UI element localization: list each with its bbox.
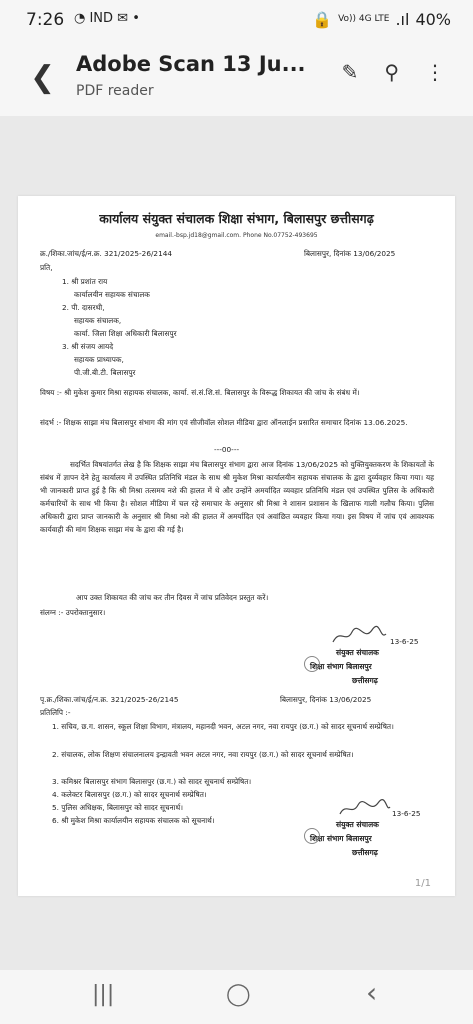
- recipient-line: सहायक संचालक,: [74, 316, 122, 325]
- back-arrow-icon[interactable]: ❮: [30, 60, 56, 95]
- copy-label: प्रतिलिपि :-: [40, 708, 71, 717]
- signature-2: [336, 798, 392, 820]
- document-title: Adobe Scan 13 Ju...: [76, 52, 306, 76]
- recipient-line: 3. श्री संजय आयदे: [62, 342, 114, 351]
- lock-icon: 🔒: [312, 10, 333, 29]
- reference-number: क्र./शिका.जांच/ई/न.क्र. 321/2025-26/2144: [40, 249, 172, 258]
- prati-label: प्रति,: [40, 263, 53, 272]
- search-icon[interactable]: ⚲: [384, 60, 399, 84]
- copy-item: 4. कलेक्टर बिलासपुर (छ.ग.) को सादर सूचनार्थ सम्प्रेषित।: [52, 790, 207, 799]
- signatory-office: शिक्षा संभाग बिलासपुर: [310, 834, 372, 843]
- recipient-line: 2. पी. दासरथी,: [62, 303, 105, 312]
- recipient-line: 1. श्री प्रशांत राय: [62, 277, 108, 286]
- letter-date: बिलासपुर, दिनांक 13/06/2025: [304, 249, 396, 258]
- seal-stamp: [304, 828, 320, 844]
- recent-apps-icon[interactable]: |||: [92, 982, 115, 1007]
- notification-icons: ◔ IND ✉ •: [74, 11, 140, 26]
- reference-line: संदर्भ :- शिक्षक साझा मंच बिलासपुर संभाग की मांग एवं सीजीवॉल सोशल मीडिया द्वारा ऑनलाईन प्रसारित समाचार दिनांक 13.06.2025.: [40, 418, 408, 427]
- system-nav-bar: [0, 970, 473, 1024]
- separator: ---00---: [214, 445, 240, 454]
- copy-item: 5. पुलिस अधिक्षक, बिलासपुर को सादर सूचनार्थ।: [52, 803, 183, 812]
- subject-line: विषय :- श्री मुकेश कुमार मिश्रा सहायक संचालक, कार्या. सं.सं.शि.सं. बिलासपुर के विरूद्ध शिकायत की जांच के संबंध में।: [40, 388, 360, 397]
- edit-icon[interactable]: ✎: [341, 60, 359, 84]
- recipient-line: कार्या. जिला शिक्षा अधिकारी बिलासपुर: [74, 329, 177, 338]
- app-bar-actions: [342, 60, 445, 84]
- copy-reference-number: पृ.क्र./शिका.जांच/ई/न.क्र. 321/2025-26/2145: [40, 695, 179, 704]
- signatory-office: शिक्षा संभाग बिलासपुर: [310, 662, 372, 671]
- document-viewer[interactable]: [0, 116, 473, 970]
- network-icon: Vo)) 4G LTE: [338, 14, 390, 24]
- copy-item: 2. संचालक, लोक शिक्षण संचालनालय इन्द्रावती भवन अटल नगर, नवा रायपुर (छ.ग.) को सादर सूचनार्थ सम्प्रेषित।: [52, 750, 354, 759]
- clock: 7:26: [26, 10, 65, 30]
- letter-heading: कार्यालय संयुक्त संचालक शिक्षा संभाग, बिलासपुर छत्तीसगढ़: [99, 211, 374, 226]
- copy-date: बिलासपुर, दिनांक 13/06/2025: [280, 695, 372, 704]
- signal-bars-icon: .ıl: [395, 10, 410, 29]
- recipient-line: कार्यालयीन सहायक संचालक: [74, 290, 150, 299]
- recipient-line: सहायक प्राध्यापक,: [74, 355, 124, 364]
- signature-date: 13-6-25: [390, 637, 419, 646]
- status-right: [312, 10, 451, 29]
- recipient-line: पी.जी.बी.टी. बिलासपुर: [74, 368, 136, 377]
- signatory-title: संयुक्त संचालक: [336, 648, 379, 657]
- page-indicator: 1/1: [414, 878, 431, 889]
- home-icon[interactable]: ◯: [226, 982, 251, 1007]
- seal-stamp: [304, 656, 320, 672]
- letter-contact: email.-bsp.jd18@gmail.com. Phone No.07752-493695: [155, 232, 318, 239]
- letter-body: सदर्भित विषयांतर्गत लेख है कि शिक्षक साझा मंच बिलासपुर संभाग द्वारा आज दिनांक 13/06/2025 को युक्तियुक्तकरण के शिकायतों के संबंध में ज्ञापन देने हेतु कार्यालय में उपस्थित प्रतिनिधि मंडल के साथ श्री मुकेश मिश्रा कार्यालयीन सहायक संचालक के द्वारा दुर्व्यवहार किया गया। यह भी जानकारी प्राप्त हुई है कि श्री मिश्रा तत्समय नशे की हालत में थे और उन्होंने अमर्यादित व्यवहार प्रतिनिधि मंडल एवं उपस्थित पुलिस के अधिकारी कर्मचारियों के साथ भी किया है। सोशल मीडिया में चल रहे समाचार के अनुसार श्री मिश्रा ने शासन प्रशासन के खिलाफ गाली गलौच किया। पुलिस अधिकारी द्वारा प्राप्त जानकारी के अनुसार श्री मिश्रा नशे की हालत में अमर्यादित एवं अवांछित व्यवहार किया गया। इस विषय में जांच एवं आवश्यक कार्यवाही की मांग शिक्षक साझा मंच के द्वारा की गई है।: [40, 460, 434, 534]
- copy-item: 1. सचिव, छ.ग. शासन, स्कूल शिक्षा विभाग, मंत्रालय, महानदी भवन, अटल नगर, नवा रायपुर (छ.ग.) को सादर सूचनार्थ सम्प्रेषित।: [52, 722, 394, 731]
- status-bar: [0, 0, 473, 40]
- battery-text: 40%: [415, 10, 451, 29]
- signature-1: [328, 624, 388, 648]
- document-page: [18, 196, 455, 896]
- copy-item: 6. श्री मुकेश मिश्रा कार्यालयीन सहायक संचालक को सूचनार्थ।: [52, 816, 215, 825]
- signature-date: 13-6-25: [392, 809, 421, 818]
- app-bar: [0, 40, 473, 116]
- signatory-state: छत्तीसगढ़: [352, 848, 378, 857]
- more-options-icon[interactable]: ⋮: [425, 60, 445, 84]
- enclosure-line: संलग्न :- उपरोक्तानुसार।: [40, 608, 106, 617]
- document-subtitle: PDF reader: [76, 83, 154, 99]
- signatory-state: छत्तीसगढ़: [352, 676, 378, 685]
- nav-back-icon[interactable]: ‹: [366, 976, 378, 1009]
- signatory-title: संयुक्त संचालक: [336, 820, 379, 829]
- copy-item: 3. कमिश्नर बिलासपुर संभाग बिलासपुर (छ.ग.) को सादर सूचनार्थ सम्प्रेषित।: [52, 777, 252, 786]
- request-line: आप उक्त शिकायत की जांच कर तीन दिवस में जांच प्रतिवेदन प्रस्तुत करें।: [76, 593, 269, 602]
